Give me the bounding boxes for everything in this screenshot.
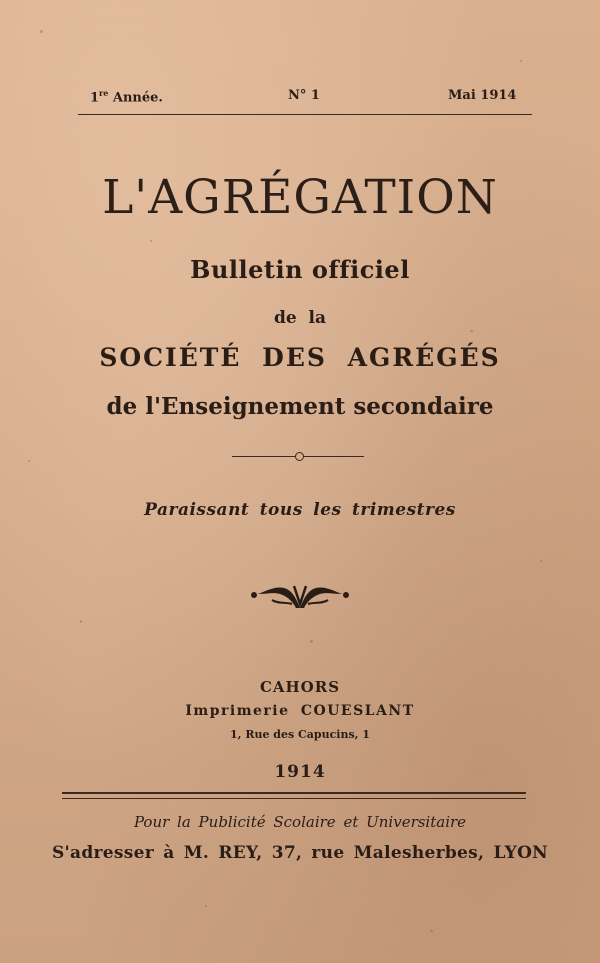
society-name: SOCIÉTÉ DES AGRÉGÉS: [99, 343, 501, 372]
printer-name: Imprimerie COUESLANT: [185, 703, 415, 719]
header-rule: [78, 114, 532, 115]
issue-year: [90, 88, 163, 105]
fleuron-icon: [248, 580, 352, 612]
frequency-text: Paraissant tous les trimestres: [144, 500, 456, 520]
footer-rule-thick: [62, 792, 526, 794]
connector-text: de la: [273, 308, 327, 328]
paper-speck: [80, 620, 82, 623]
advertising-note: Pour la Publicité Scolaire et Universitaire: [133, 813, 467, 831]
printing-year: 1914: [274, 762, 326, 782]
issue-year-suffix: re: [99, 88, 109, 98]
issue-number: N° 1: [288, 88, 320, 103]
paper-speck: [470, 330, 473, 332]
issue-year-number: 1: [90, 90, 100, 106]
paper-speck: [40, 30, 43, 33]
journal-subtitle: Bulletin officiel: [190, 255, 410, 284]
paper-speck: [520, 60, 522, 62]
paper-speck: [310, 640, 313, 643]
paper-speck: [205, 905, 207, 907]
journal-title: L'AGRÉGATION: [102, 170, 498, 225]
advertising-contact: S'adresser à M. REY, 37, rue Malesherbes, LYON: [51, 843, 549, 863]
printer-city: CAHORS: [259, 678, 341, 696]
paper-speck: [150, 240, 152, 242]
paper-speck: [540, 560, 542, 562]
footer-rule-thin: [62, 798, 526, 799]
issue-date: Mai 1914: [448, 88, 517, 103]
issue-year-word: Année.: [108, 90, 163, 106]
rule-center-dot: [295, 452, 304, 461]
society-subtitle: de l'Enseignement secondaire: [106, 393, 494, 420]
printer-address: 1, Rue des Capucins, 1: [230, 728, 370, 741]
paper-speck: [28, 460, 30, 462]
paper-speck: [430, 930, 433, 932]
